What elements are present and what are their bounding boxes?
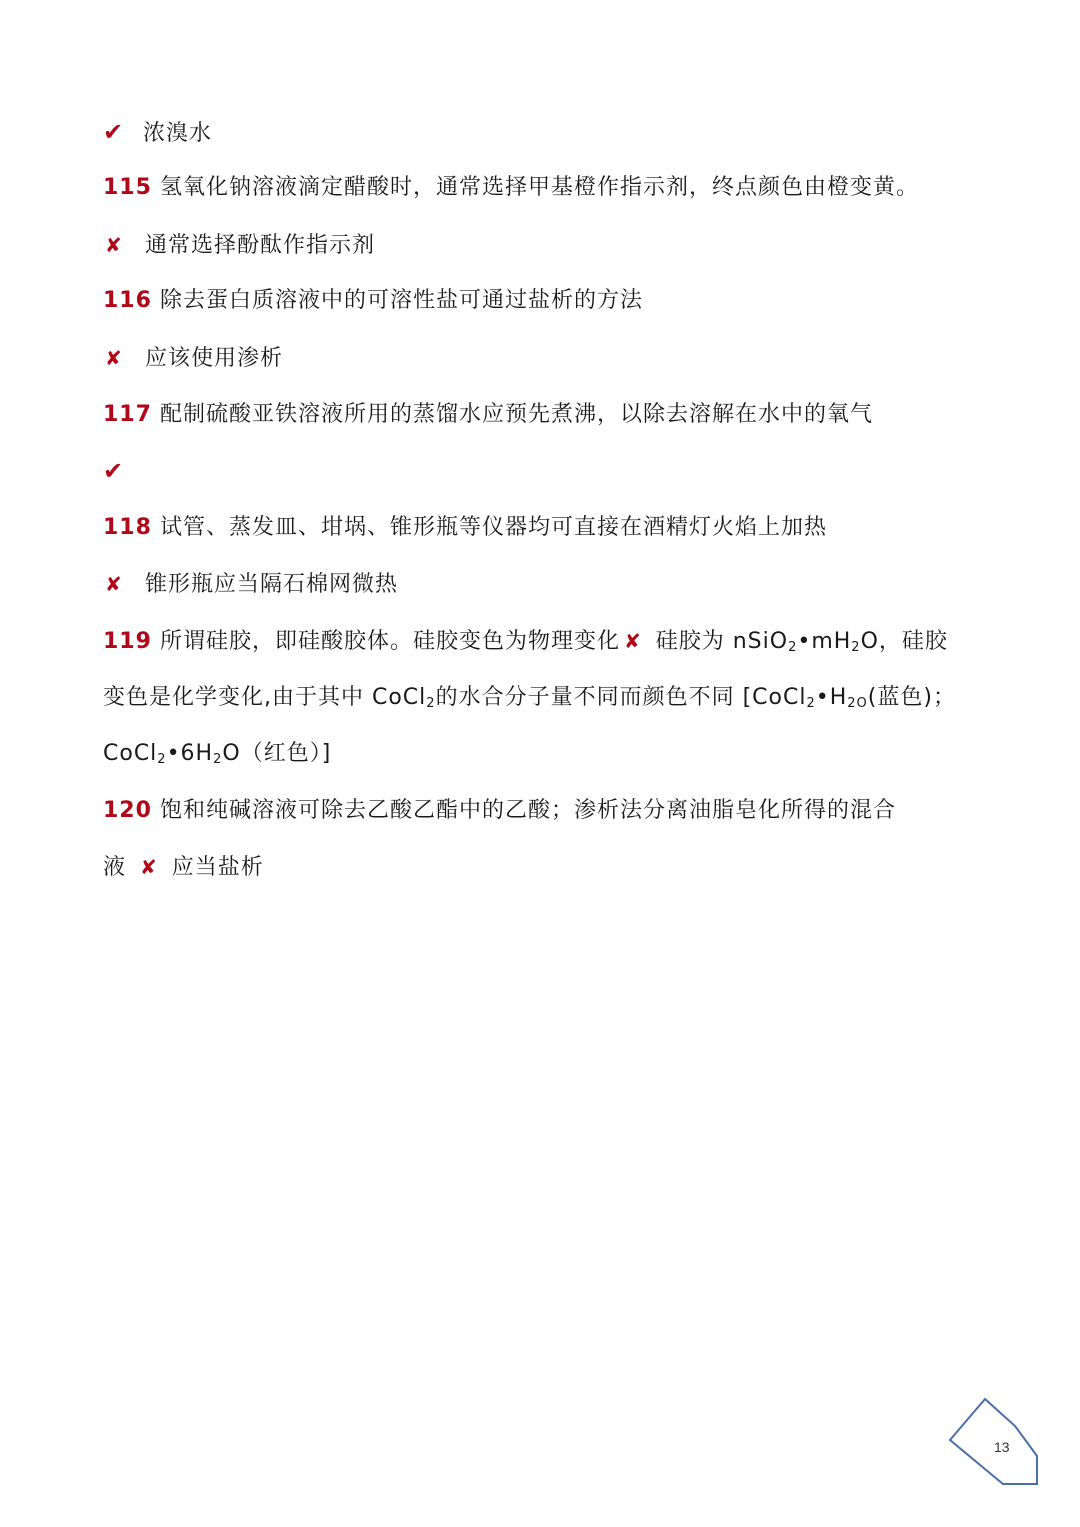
answer-text: 应该使用渗析 xyxy=(145,346,284,371)
answer-line xyxy=(103,338,1040,378)
question-number: 115 xyxy=(103,175,152,200)
page-number-badge xyxy=(945,1396,1045,1488)
subscript: 2 xyxy=(426,696,436,711)
question-text: 饱和纯碱溶液可除去乙酸乙酯中的乙酸；渗析法分离油脂皂化所得的混合 xyxy=(159,798,896,823)
question-number: 118 xyxy=(103,515,152,540)
question-text: 试管、蒸发皿、坩埚、锥形瓶等仪器均可直接在酒精灯火焰上加热 xyxy=(159,515,827,540)
question-text: 所谓硅胶，即硅酸胶体。硅胶变色为物理变化 xyxy=(159,629,620,654)
answer-text: CoCl xyxy=(103,741,158,766)
question-120 xyxy=(103,791,1040,831)
wrong-cross-icon: ✘ xyxy=(105,572,123,596)
answer-text: (蓝色)； xyxy=(867,685,956,710)
answer-text: 锥形瓶应当隔石棉网微热 xyxy=(145,572,399,597)
question-119-line-2 xyxy=(103,678,1040,718)
question-120-line-2 xyxy=(103,847,1040,887)
page-number: 13 xyxy=(994,1439,1010,1455)
answer-line xyxy=(103,112,1040,152)
answer-text: 应当盐析 xyxy=(171,855,264,880)
question-115 xyxy=(103,168,1040,208)
question-118 xyxy=(103,508,1040,548)
answer-text: •H xyxy=(815,685,848,710)
wrong-cross-icon: ✘ xyxy=(623,629,642,653)
correct-check-icon: ✔ xyxy=(103,118,125,146)
answer-text: 硅胶为 nSiO xyxy=(655,629,789,654)
answer-text: •mH xyxy=(797,629,852,654)
question-text: 除去蛋白质溶液中的可溶性盐可通过盐析的方法 xyxy=(159,288,643,313)
answer-text: O，硅胶 xyxy=(860,629,948,654)
subscript: 2O xyxy=(847,696,868,711)
question-text: 配制硫酸亚铁溶液所用的蒸馏水应预先煮沸，以除去溶解在水中的氧气 xyxy=(159,402,873,427)
subscript: 2 xyxy=(213,752,223,767)
wrong-cross-icon: ✘ xyxy=(105,346,123,370)
question-number: 120 xyxy=(103,798,152,823)
wrong-cross-icon: ✘ xyxy=(105,233,123,257)
subscript: 2 xyxy=(788,640,798,655)
answer-text: 通常选择酚酞作指示剂 xyxy=(145,233,376,258)
question-116 xyxy=(103,281,1040,321)
wrong-cross-icon: ✘ xyxy=(140,855,158,879)
answer-text: 浓溴水 xyxy=(143,121,213,146)
subscript: 2 xyxy=(851,640,861,655)
question-number: 117 xyxy=(103,402,152,427)
answer-text: O（红色）] xyxy=(222,741,332,766)
correct-check-icon: ✔ xyxy=(103,457,125,485)
answer-line xyxy=(103,225,1040,265)
question-number: 116 xyxy=(103,288,152,313)
question-text: 氢氧化钠溶液滴定醋酸时，通常选择甲基橙作指示剂，终点颜色由橙变黄。 xyxy=(159,175,919,200)
answer-text: •6H xyxy=(166,741,214,766)
question-119-line-3 xyxy=(103,734,1040,774)
question-119 xyxy=(103,621,1040,661)
answer-line xyxy=(103,451,1040,491)
question-117 xyxy=(103,395,1040,435)
subscript: 2 xyxy=(806,696,816,711)
question-number: 119 xyxy=(103,629,152,654)
answer-line xyxy=(103,564,1040,604)
subscript: 2 xyxy=(157,752,167,767)
answer-text: 的水合分子量不同而颜色不同 [CoCl xyxy=(435,685,807,710)
question-text: 液 xyxy=(103,855,127,880)
answer-text: 变色是化学变化,由于其中 CoCl xyxy=(103,685,427,710)
